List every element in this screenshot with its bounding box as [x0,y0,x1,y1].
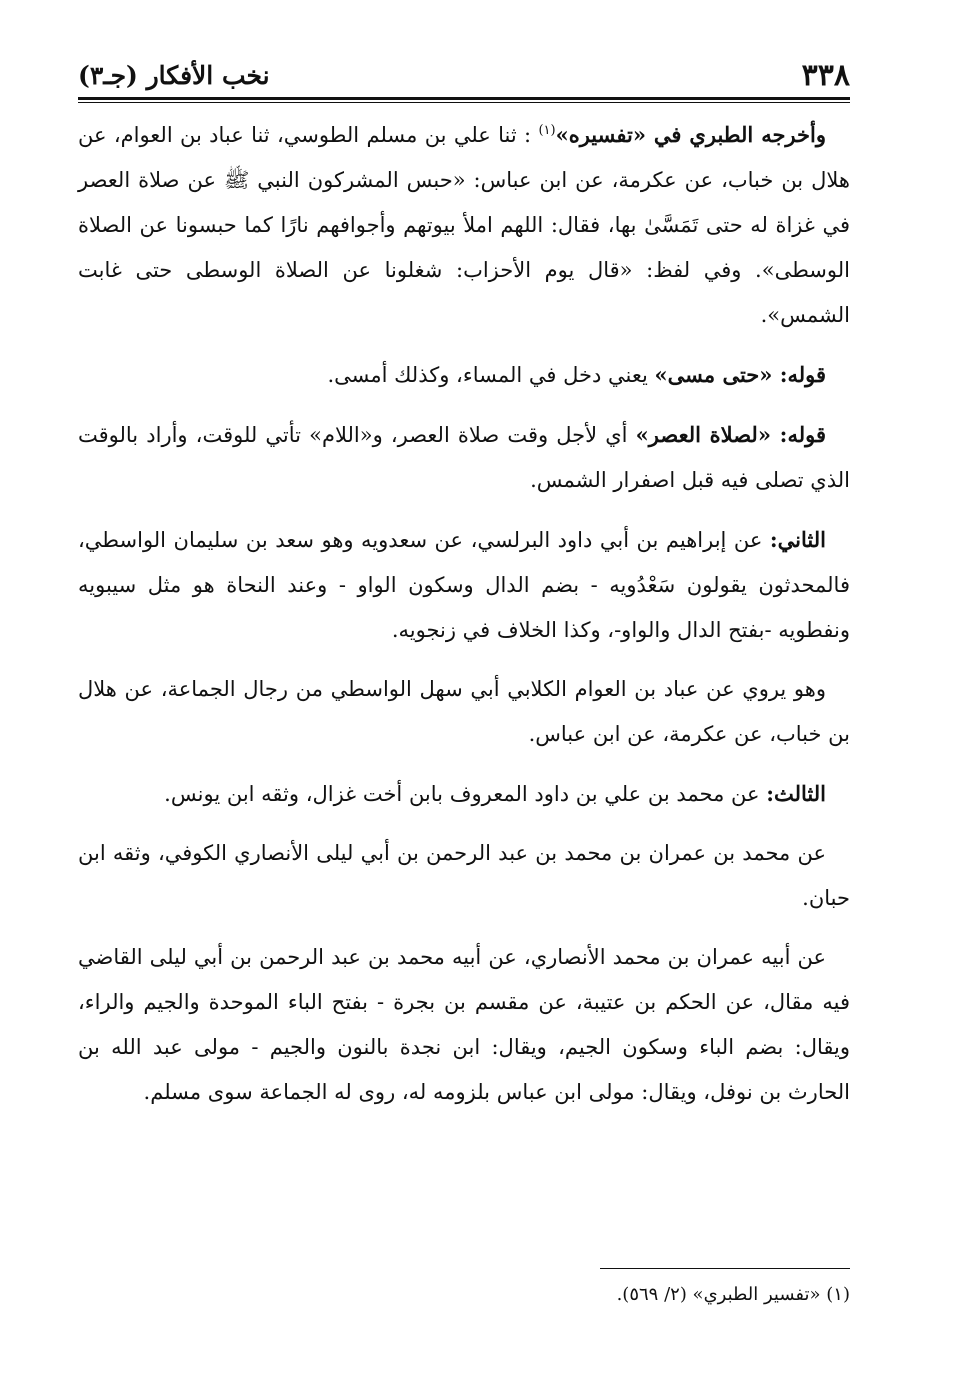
paragraph-text: : ثنا علي بن مسلم الطوسي، ثنا عباد بن العوام، عن هلال بن خباب، عن عكرمة، عن ابن عباس: «حبس المشركون النبي ﷺ عن صلاة العصر في غزاة له حتى تَمَسَّىٰ بها، فقال: اللهم املأ بيوتهم وأجوافهم نارًا كما حبسونا عن الصلاة الوسطى». وفي لفظ: «قال يوم الأحزاب: شغلونا عن الصلاة الوسطى حتى غابت الشمس». [78,123,850,327]
paragraph-second-chain [78,517,850,653]
paragraph-text: عن محمد بن علي بن داود المعروف بابن أخت غزال، وثقه ابن يونس. [164,782,760,806]
main-text [78,112,850,1129]
header-rule-thin [78,102,850,103]
page-number: ٣٣٨ [801,57,850,93]
paragraph-text: يعني دخل في المساء، وكذلك أمسى. [327,363,648,387]
paragraph-lead: الثالث: [766,781,826,806]
paragraph-text: عن محمد بن عمران بن محمد بن عبد الرحمن بن أبي ليلى الأنصاري الكوفي، وثقه ابن حبان. [78,841,850,910]
paragraph-abbad [78,667,850,757]
header-rule [78,97,850,100]
book-title: نخب الأفكار (جـ٣) [78,60,270,90]
paragraph-text: أي لأجل وقت صلاة العصر، و«اللام» تأتي للوقت، وأراد بالوقت الذي تصلى فيه قبل اصفرار الشمس. [78,423,850,492]
footnote-text: (١) «تفسير الطبري» (٢/ ٥٦٩). [616,1284,850,1305]
paragraph-father [78,935,850,1115]
paragraph-lead: قوله: «لصلاة العصر» [635,422,826,447]
paragraph-text: وهو يروي عن عباد بن العوام الكلابي أبي سهل الواسطي من رجال الجماعة، عن هلال بن خباب، عن عكرمة، عن ابن عباس. [78,677,850,746]
paragraph-salat-asr [78,412,850,503]
paragraph-lead: الثاني: [769,527,826,552]
footnote-rule [600,1268,850,1269]
page-header [78,56,850,94]
paragraph-hatta-masa [78,352,850,398]
paragraph-tabari [78,112,850,338]
footnote [78,1280,850,1310]
paragraph-text: عن أبيه عمران بن محمد الأنصاري، عن أبيه محمد بن عبد الرحمن بن أبي ليلى القاضي فيه مقال، عن الحكم بن عتيبة، عن مقسم بن بجرة - بفتح الباء الموحدة والجيم والراء، ويقال: بضم الباء وسكون الجيم، ويقال: ابن نجدة بالنون والجيم - مولى عبد الله بن الحارث بن نوفل، ويقال: مولى ابن عباس بلزومه له، روى له الجماعة سوى مسلم. [78,945,850,1104]
paragraph-text: عن إبراهيم بن أبي داود البرلسي، عن سعدويه وهو سعد بن سليمان الواسطي، فالمحدثون يقولون سَعْدُويه - بضم الدال وسكون الواو - وعند النحاة هو مثل سيبويه ونفطويه -بفتح الدال والواو-، وكذا الخلاف في زنجويه. [78,528,850,642]
paragraph-lead: وأخرجه الطبري في «تفسيره» [555,122,826,147]
paragraph-lead: قوله: «حتى مسى» [654,362,826,387]
paragraph-imran [78,831,850,921]
paragraph-third-chain [78,771,850,817]
footnote-marker: (١) [538,123,556,138]
